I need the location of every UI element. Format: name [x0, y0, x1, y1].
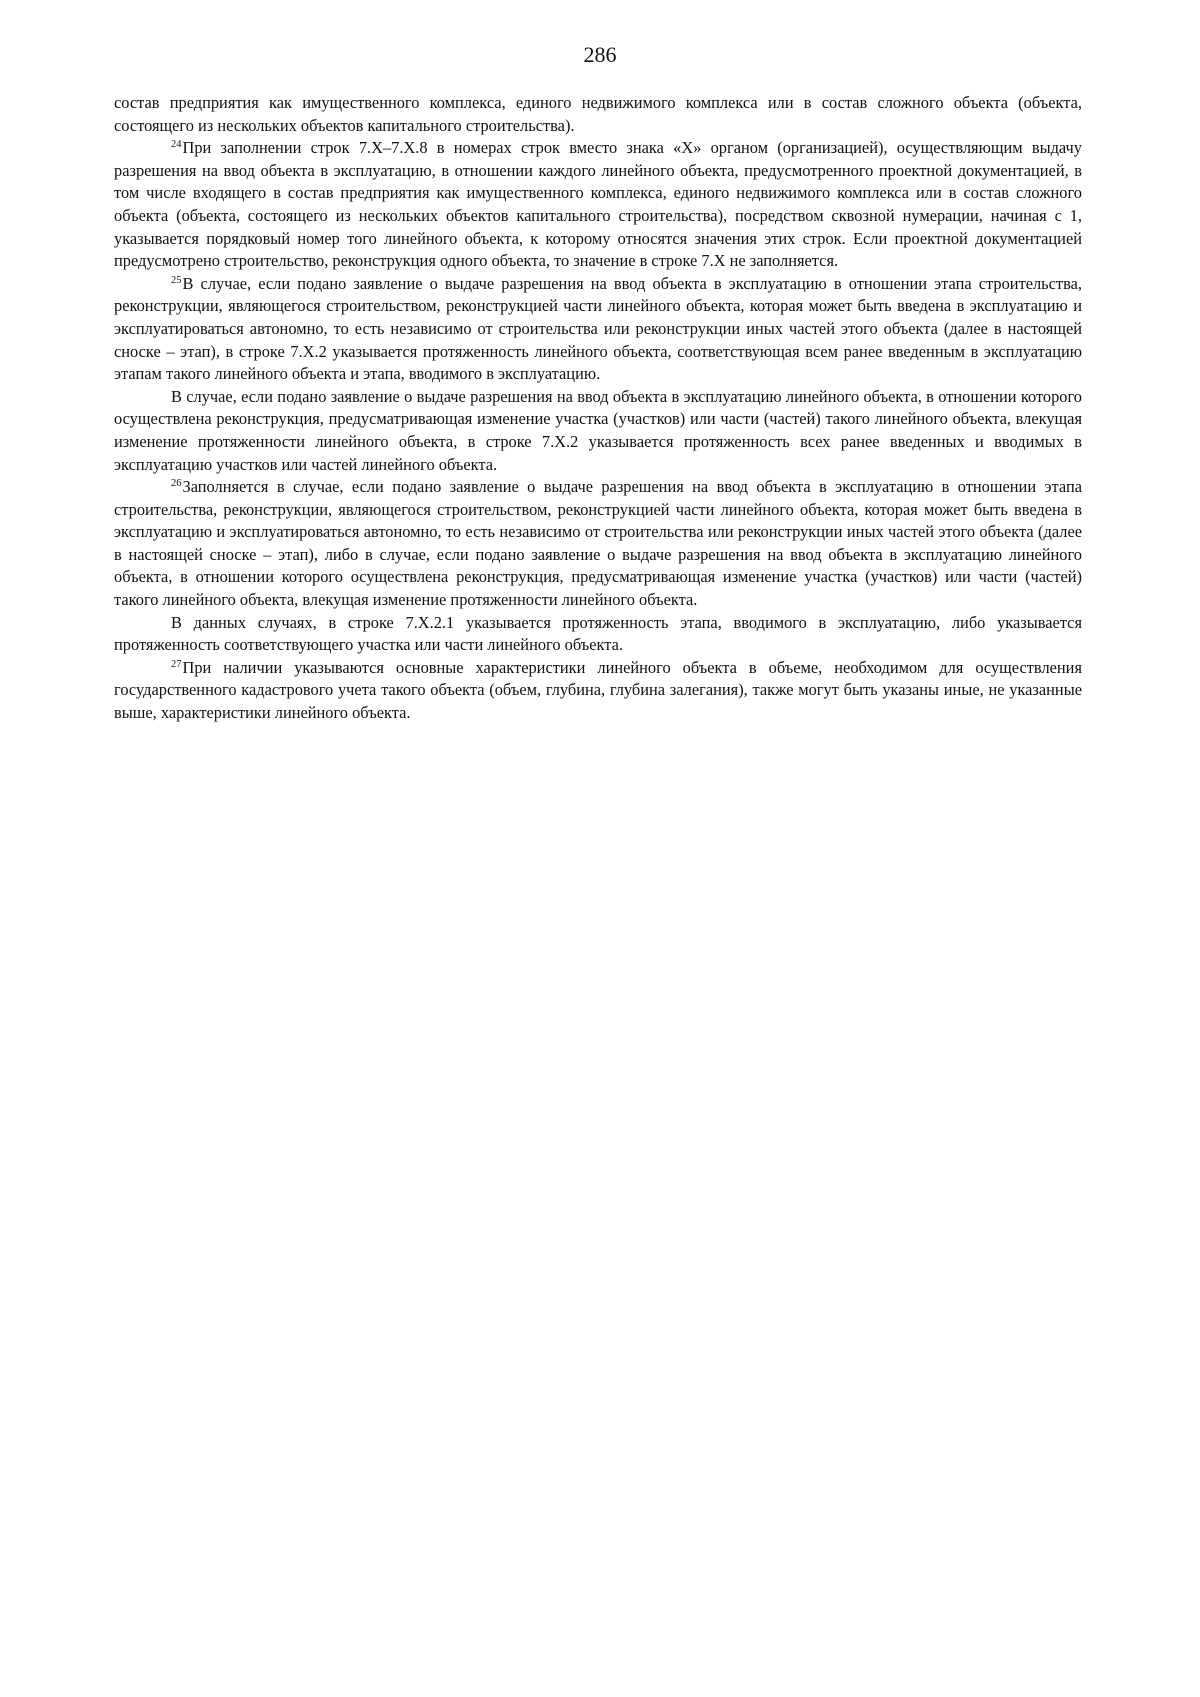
footnote-24	[114, 137, 1082, 273]
footnote-marker: 27	[171, 658, 182, 670]
paragraph-text: состав предприятия как имущественного комплекса, единого недвижимого комплекса или в состав сложного объекта (объекта, состоящего из нескольких объектов капитального строительства).	[114, 93, 1082, 135]
paragraph-text: В случае, если подано заявление о выдаче разрешения на ввод объекта в эксплуатацию в отношении этапа строительства, реконструкции, являющегося строительством, реконструкцией части линейного объекта, которая может быть введена в эксплуатацию и эксплуатироваться автономно, то есть независимо от строительства или реконструкции иных частей этого объекта (далее в настоящей сноске – этап), в строке 7.X.2 указывается протяженность линейного объекта, соответствующая всем ранее введенным в эксплуатацию этапам такого линейного объекта и этапа, вводимого в эксплуатацию.	[114, 273, 1082, 384]
paragraph-text: В случае, если подано заявление о выдаче разрешения на ввод объекта в эксплуатацию линейного объекта, в отношении которого осуществлена реконструкция, предусматривающая изменение участка (участков) или части (частей) такого линейного объекта, влекущая изменение протяженности линейного объекта, в строке 7.X.2 указывается протяженность всех ранее введенных и вводимых в эксплуатацию участков или частей линейного объекта.	[114, 386, 1082, 474]
footnotes-text	[114, 92, 1082, 725]
page-number: 286	[583, 42, 617, 67]
footnote-27	[114, 657, 1082, 725]
paragraph-text: При заполнении строк 7.X–7.X.8 в номерах строк вместо знака «X» органом (организацией), осуществляющим выдачу разрешения на ввод объекта в эксплуатацию, в отношении каждого линейного объекта, предусмотренного проектной документацией, в том числе входящего в состав предприятия как имущественного комплекса, единого недвижимого комплекса или в состав сложного объекта (объекта, состоящего из нескольких объектов капитального строительства), посредством сквозной нумерации, начиная с 1, указывается порядковый номер того линейного объекта, к которому относятся значения этих строк. Если проектной документацией предусмотрено строительство, реконструкция одного объекта, то значение в строке 7.X не заполняется.	[114, 138, 1082, 271]
footnote-26-continuation	[114, 612, 1082, 657]
footnote-25-continuation	[114, 386, 1082, 476]
footnote-26	[114, 476, 1082, 612]
continuation-paragraph	[114, 92, 1082, 137]
paragraph-text: При наличии указываются основные характеристики линейного объекта в объеме, необходимом для осуществления государственного кадастрового учета такого объекта (объем, глубина, глубина залегания), также могут быть указаны иные, не указанные выше, характеристики линейного объекта.	[114, 657, 1082, 723]
footnote-marker: 25	[171, 274, 182, 286]
footnote-marker: 24	[171, 139, 182, 151]
footnote-marker: 26	[171, 478, 182, 490]
paragraph-text: В данных случаях, в строке 7.X.2.1 указывается протяженность этапа, вводимого в эксплуатацию, либо указывается протяженность соответствующего участка или части линейного объекта.	[114, 612, 1082, 655]
footnote-25	[114, 273, 1082, 386]
paragraph-text: Заполняется в случае, если подано заявление о выдаче разрешения на ввод объекта в эксплуатацию в отношении этапа строительства, реконструкции, являющегося строительством, реконструкцией части линейного объекта, которая может быть введена в эксплуатацию и эксплуатироваться автономно, то есть независимо от строительства или реконструкции иных частей этого объекта (далее в настоящей сноске – этап), либо в случае, если подано заявление о выдаче разрешения на ввод объекта в эксплуатацию линейного объекта, в отношении которого осуществлена реконструкция, предусматривающая изменение участка (участков) или части (частей) такого линейного объекта, влекущая изменение протяженности линейного объекта.	[114, 477, 1082, 610]
